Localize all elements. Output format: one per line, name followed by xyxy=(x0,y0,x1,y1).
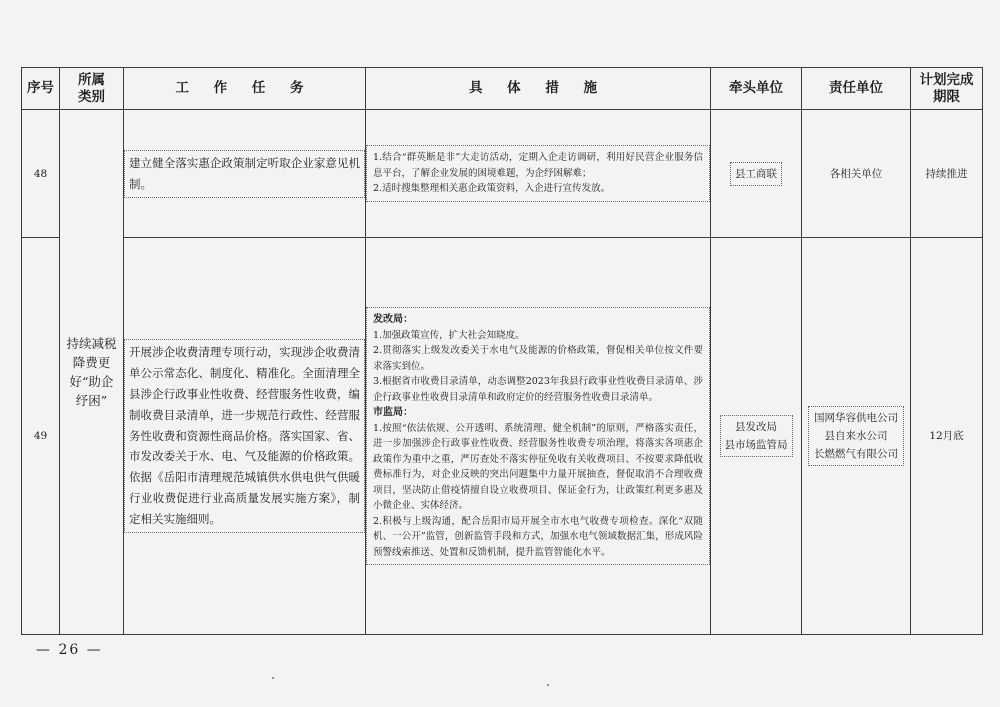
task-text: 建立健全落实惠企政策制定听取企业家意见机制。 xyxy=(124,150,365,198)
measures-cell xyxy=(366,110,711,238)
resp-unit-cell xyxy=(802,110,911,238)
header-deadline xyxy=(911,68,983,110)
header-category xyxy=(60,68,124,110)
lead-unit-text: 县发改局 xyxy=(735,421,777,433)
lead-unit-text: 县工商联 xyxy=(730,162,782,186)
measures-block xyxy=(366,307,710,565)
lead-unit-cell xyxy=(711,110,802,238)
measures-heading-fagai: 发改局： xyxy=(373,314,413,325)
measure-item: 2.贯彻落实上级发改委关于水电气及能源的价格政策，督促相关单位按文件要求落实到位。 xyxy=(373,345,703,372)
lead-unit-cell xyxy=(711,238,802,635)
lead-unit-text: 县市场监管局 xyxy=(724,439,788,451)
resp-unit-text: 各相关单位 xyxy=(829,167,883,180)
task-cell xyxy=(124,110,366,238)
measures-heading-shijian: 市监局： xyxy=(373,407,413,418)
measure-item: 2.积极与上级沟通，配合岳阳市局开展全市水电气收费专项检查。深化“双随机、一公开”监管，创新监管手段和方式，加强水电气领域数据汇集，形成风险预警线索推送、处置和反馈机制，提升监管智能化水平。 xyxy=(373,515,703,558)
deadline-cell: 持续推进 xyxy=(911,110,983,238)
task-cell xyxy=(124,238,366,635)
row-number: 48 xyxy=(22,110,60,238)
header-task: 工 作 任 务 xyxy=(124,68,366,110)
measure-item: 1.按照“依法依规、公开透明、系统清理、健全机制”的原则，严格落实责任，进一步加强涉企行政事业性收费、经营服务性收费专项治理，将落实各项惠企政策作为重中之重，严厉查处不落实停征免收有关收费项目、不按要求降低收费标准行为，对企业反映的突出问题集中力量开展抽查，督促取消不合理收费项目，坚决防止借疫情擅自设立收费项目、保证金行为，让政策红利更多惠及小微企业、实体经济。 xyxy=(373,422,703,511)
table-row-49 xyxy=(22,238,983,635)
lead-unit-block xyxy=(720,415,793,457)
header-lead-unit: 牵头单位 xyxy=(711,68,802,110)
measure-item: 3.根据省市收费目录清单，动态调整2023年我县行政事业性收费目录清单、涉企行政事业性收费目录清单和政府定价的经营服务性收费目录清单。 xyxy=(373,376,703,403)
category-text: 持续减税降费更好“助企纾困” xyxy=(66,336,117,408)
deadline-cell: 12月底 xyxy=(911,238,983,635)
header-category-text: 所属类别 xyxy=(78,71,105,105)
category-cell xyxy=(60,110,124,635)
header-row xyxy=(22,68,983,110)
measure-item: 2.适时搜集整理相关惠企政策资料，入企进行宣传发放。 xyxy=(373,183,611,195)
header-measures: 具 体 措 施 xyxy=(366,68,711,110)
header-no: 序号 xyxy=(22,68,60,110)
measure-item: 1.加强政策宣传，扩大社会知晓度。 xyxy=(373,329,525,341)
measures-cell xyxy=(366,238,711,635)
task-text: 开展涉企收费清理专项行动，实现涉企收费清单公示常态化、制度化、精准化。全面清理全县涉企行政事业性收费、经营服务性收费，编制收费目录清单，进一步规范行政性、经营服务性收费和资源性商品价格。落实国家、省、市发改委关于水、电、气及能源的价格政策。依据《岳阳市清理规范城镇供水供电供气供暖行业收费促进行业高质量发展实施方案》，制定相关实施细则。 xyxy=(124,339,365,532)
task-table xyxy=(21,67,983,635)
measures-block xyxy=(366,145,710,202)
resp-unit-text: 县自来水公司 xyxy=(824,430,888,442)
resp-unit-block xyxy=(808,406,904,466)
resp-unit-text: 长燃燃气有限公司 xyxy=(814,448,898,460)
scan-speck xyxy=(272,677,274,679)
header-resp-unit: 责任单位 xyxy=(802,68,911,110)
row-number: 49 xyxy=(22,238,60,635)
measure-item: 1.结合“群英断是非”大走访活动，定期入企走访调研，利用好民营企业服务信息平台，了解企业发展的困境难题，为企纾困解难； xyxy=(373,152,703,179)
resp-unit-text: 国网华容供电公司 xyxy=(814,412,898,424)
header-deadline-text: 计划完成期限 xyxy=(919,71,974,105)
page-number: — 26 — xyxy=(36,642,103,658)
scan-speck xyxy=(547,684,549,686)
resp-unit-cell xyxy=(802,238,911,635)
table-row-48 xyxy=(22,110,983,238)
